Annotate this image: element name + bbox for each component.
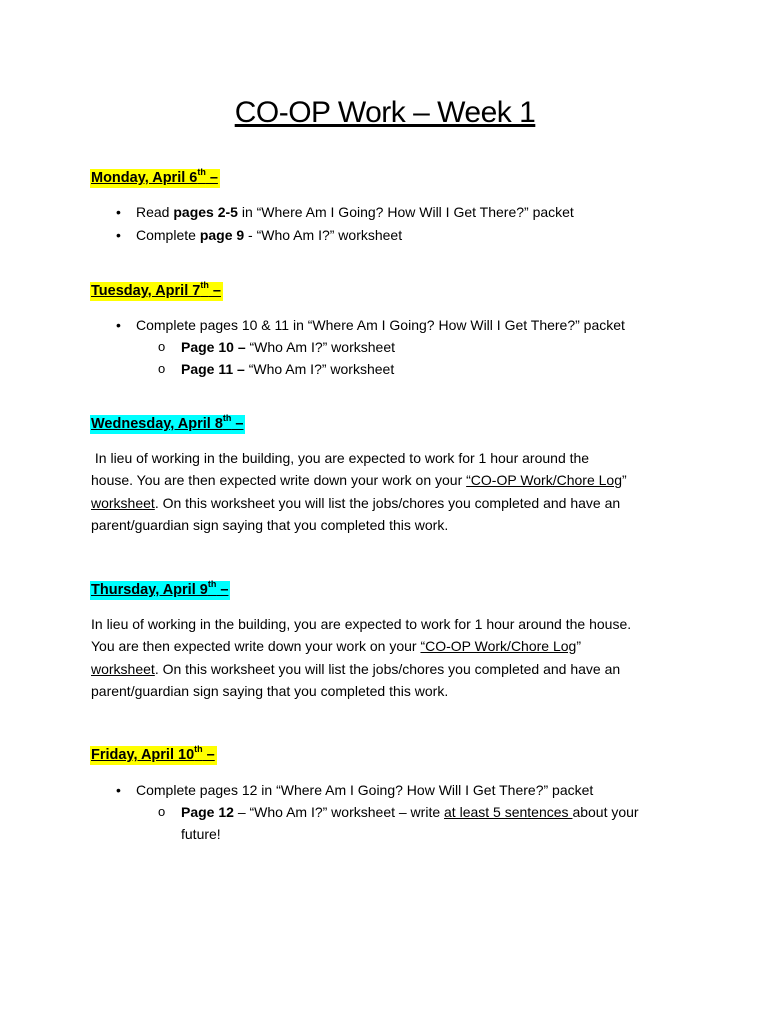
item-bold: Page 12	[181, 804, 234, 820]
sub-bullet-icon: o	[158, 804, 166, 819]
friday-heading-dash: –	[202, 747, 215, 763]
paragraph-line: parent/guardian sign saying that you completed this work.	[91, 516, 449, 533]
bullet-icon: •	[116, 227, 121, 243]
friday-subitem-1-continued: future!	[181, 826, 221, 842]
item-text: about your	[572, 804, 639, 820]
friday-heading-text: Friday, April 10	[91, 747, 195, 763]
monday-item-2	[136, 226, 402, 244]
line-text: . On this worksheet you will list the jobs/chores you completed and have an	[154, 660, 621, 677]
line-text: ”	[576, 638, 581, 655]
line-text: You are then expected write down your work on your	[91, 638, 421, 655]
paragraph-line: In lieu of working in the building, you are expected to work for 1 hour around the house.	[91, 616, 632, 632]
item-bold: Page 11 –	[181, 361, 245, 377]
thursday-heading-sup: th	[207, 579, 217, 589]
tuesday-subitem-1	[181, 338, 395, 356]
paragraph-line	[91, 469, 691, 491]
line-text: . On this worksheet you will list the jobs/chores you completed and have an	[154, 494, 621, 511]
wednesday-heading-dash: –	[231, 416, 244, 432]
wednesday-heading-text: Wednesday, April 8	[91, 416, 223, 432]
item-bold: Page 10 –	[181, 339, 246, 355]
item-bold: pages 2-5	[173, 204, 238, 220]
sub-bullet-icon: o	[158, 339, 166, 354]
monday-item-1	[136, 203, 574, 221]
thursday-heading-text: Thursday, April 9	[91, 582, 208, 598]
tuesday-heading-text: Tuesday, April 7	[91, 283, 201, 299]
monday-heading-dash: –	[205, 170, 218, 186]
item-text: “Who Am I?” worksheet	[245, 339, 395, 355]
line-text: house. You are then expected write down your work on your	[91, 472, 467, 489]
bullet-icon: •	[116, 317, 121, 333]
tuesday-subitem-2	[181, 360, 394, 378]
paragraph-line	[91, 635, 691, 657]
underlined-text: at least 5 sentences	[444, 804, 573, 820]
item-text: – “Who Am I?” worksheet – write	[233, 804, 445, 820]
wednesday-heading-sup: th	[222, 413, 232, 423]
chore-log-link[interactable]: “CO-OP Work/Chore Log	[420, 638, 577, 655]
document-title: CO-OP Work – Week 1	[234, 96, 536, 129]
monday-heading	[90, 169, 220, 188]
chore-log-link[interactable]: “CO-OP Work/Chore Log	[466, 472, 622, 489]
paragraph-line: parent/guardian sign saying that you completed this work.	[91, 682, 449, 699]
thursday-heading	[90, 581, 230, 600]
tuesday-item-1: Complete pages 10 & 11 in “Where Am I Going? How Will I Get There?” packet	[136, 317, 625, 333]
paragraph-line	[91, 658, 691, 680]
friday-item-1: Complete pages 12 in “Where Am I Going? How Will I Get There?” packet	[136, 782, 594, 798]
tuesday-heading	[90, 282, 223, 301]
thursday-heading-dash: –	[216, 582, 229, 598]
wednesday-heading	[90, 415, 245, 434]
monday-heading-text: Monday, April 6	[91, 170, 198, 186]
line-text: ”	[622, 472, 627, 489]
thursday-paragraph	[91, 613, 691, 702]
item-bold: page 9	[199, 227, 245, 243]
wednesday-paragraph	[91, 447, 691, 536]
item-text: “Who Am I?” worksheet	[244, 361, 395, 377]
friday-subitem-1	[181, 803, 639, 821]
item-text: Read	[136, 204, 174, 220]
sub-bullet-icon: o	[158, 361, 166, 376]
bullet-icon: •	[116, 782, 121, 798]
item-text: Complete	[136, 227, 200, 243]
bullet-icon: •	[116, 204, 121, 220]
paragraph-line	[91, 492, 691, 514]
worksheet-link[interactable]: worksheet	[91, 660, 155, 677]
tuesday-heading-sup: th	[200, 280, 209, 290]
paragraph-line: In lieu of working in the building, you are expected to work for 1 hour around the	[91, 450, 590, 466]
item-text: in “Where Am I Going? How Will I Get There?” packet	[237, 204, 574, 220]
friday-heading	[90, 746, 217, 765]
item-text: - “Who Am I?” worksheet	[244, 227, 403, 243]
tuesday-heading-dash: –	[208, 283, 221, 299]
monday-heading-sup: th	[197, 167, 206, 177]
friday-heading-sup: th	[194, 744, 203, 754]
worksheet-link[interactable]: worksheet	[91, 494, 155, 511]
